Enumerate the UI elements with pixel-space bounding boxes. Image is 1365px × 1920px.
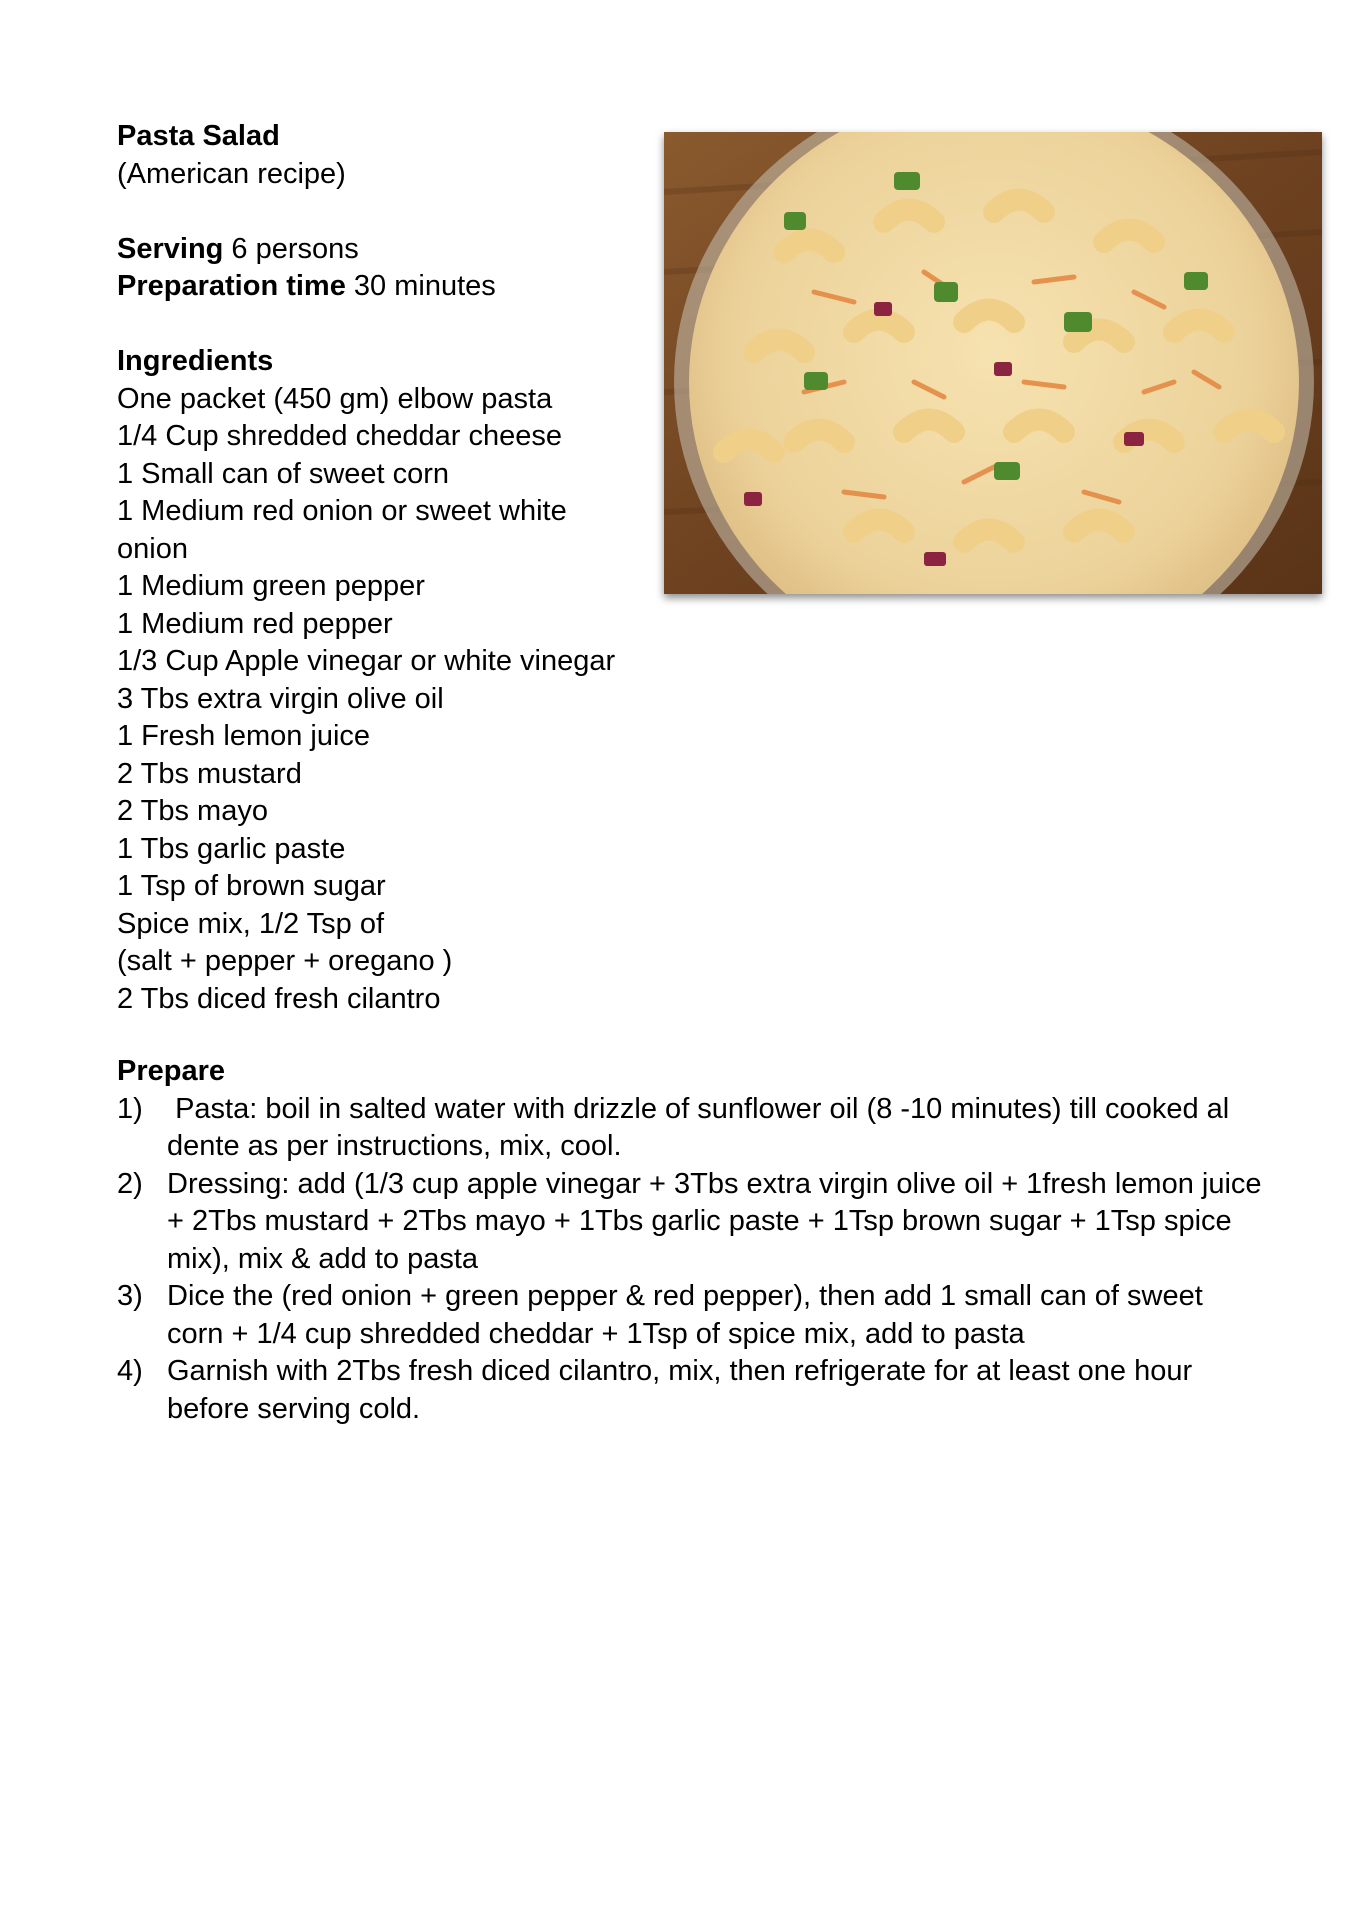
step-number: 2): [117, 1167, 143, 1200]
recipe-header-and-ingredients: [117, 118, 677, 1018]
step-number: 3): [117, 1280, 143, 1312]
ingredients-heading: Ingredients: [117, 345, 274, 377]
prepare-step: [117, 1353, 1267, 1428]
ingredient-item: 1 Tsp of brown sugar: [117, 870, 386, 902]
ingredient-item: Spice mix, 1/2 Tsp of: [117, 907, 385, 940]
ingredient-item: 1 Tbs garlic paste: [117, 832, 346, 865]
step-number: 4): [117, 1355, 143, 1387]
prepare-steps: [117, 1091, 1267, 1429]
ingredient-item: 1 Small can of sweet corn: [117, 457, 450, 490]
recipe-subtitle: (American recipe): [117, 157, 346, 190]
serving-label: Serving: [117, 232, 224, 265]
step-text: Garnish with 2Tbs fresh diced cilantro, mix, then refrigerate for at least one hour before serving cold.: [167, 1355, 1193, 1425]
ingredient-item: 1 Medium red pepper: [117, 607, 393, 640]
prepare-heading: Prepare: [117, 1055, 226, 1087]
prepare-step: [117, 1278, 1267, 1353]
serving-value: 6 persons: [223, 232, 359, 265]
ingredient-item: (salt + pepper + oregano ): [117, 945, 453, 977]
prepare-step: [117, 1166, 1267, 1279]
step-text: Dice the (red onion + green pepper & red pepper), then add 1 small can of sweet corn + 1/4 cup shredded cheddar + 1Tsp of spice mix, add to pasta: [167, 1280, 1203, 1350]
prepare-step: [117, 1091, 1267, 1166]
prep-time-label: Preparation time: [117, 270, 346, 302]
step-number: 1): [117, 1092, 143, 1125]
ingredient-item: 2 Tbs diced fresh cilantro: [117, 982, 441, 1015]
ingredient-item: 3 Tbs extra virgin olive oil: [117, 682, 444, 715]
ingredients-list: [117, 381, 677, 1019]
prep-time-value: 30 minutes: [345, 270, 496, 302]
recipe-title: Pasta Salad: [117, 120, 280, 152]
ingredient-item: 2 Tbs mayo: [117, 795, 268, 827]
ingredient-item: 2 Tbs mustard: [117, 757, 302, 790]
ingredient-item: 1 Medium green pepper: [117, 570, 425, 602]
step-text: Dressing: add (1/3 cup apple vinegar + 3Tbs extra virgin olive oil + 1fresh lemon juice + 2Tbs mustard + 2Tbs mayo + 1Tbs garlic paste + 1Tsp brown sugar + 1Tsp spice mix), mix & add to pasta: [167, 1167, 1262, 1275]
ingredient-item: 1 Fresh lemon juice: [117, 720, 371, 752]
ingredient-item: 1/4 Cup shredded cheddar cheese: [117, 420, 562, 452]
pasta-salad-photo: [664, 132, 1322, 594]
ingredient-item: One packet (450 gm) elbow pasta: [117, 382, 553, 415]
pasta-salad-image: [664, 132, 1322, 594]
ingredient-item: 1/3 Cup Apple vinegar or white vinegar: [117, 645, 616, 677]
serving-line: [117, 231, 677, 269]
step-text: Pasta: boil in salted water with drizzle of sunflower oil (8 -10 minutes) till cooked al dente as per instructions, mix, cool.: [167, 1092, 1238, 1162]
prepare-section: [117, 1053, 1267, 1428]
prep-time-line: [117, 268, 677, 306]
ingredient-item: 1 Medium red onion or sweet white onion: [117, 495, 567, 565]
